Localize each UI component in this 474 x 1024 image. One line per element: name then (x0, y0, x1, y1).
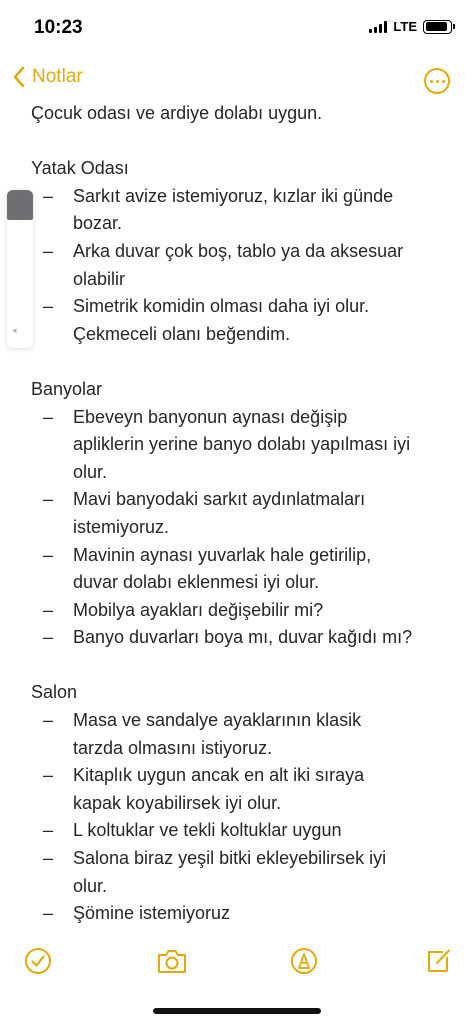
blank-line (31, 652, 451, 680)
blank-line (31, 348, 451, 376)
blank-line (31, 128, 451, 156)
bullet-line: – Sarkıt avize istemiyoruz, kızlar iki günde (73, 185, 394, 206)
bullet-item (31, 293, 451, 348)
more-icon-dot (436, 80, 439, 83)
nav-bar (0, 56, 474, 106)
bullet-line: bozar. (73, 213, 123, 234)
scroll-thumb[interactable] (7, 190, 33, 220)
bullet-line: – Mavi banyodaki sarkıt aydınlatmaları (73, 489, 366, 510)
bullet-line: tarzda olmasını istiyoruz. (73, 737, 273, 758)
bullet-line: istemiyoruz. (73, 516, 170, 537)
bullet-line: olur. (73, 461, 108, 482)
camera-icon[interactable] (156, 946, 188, 976)
bullet-item (31, 183, 451, 238)
network-type: LTE (393, 19, 417, 34)
bullet-item (31, 404, 451, 487)
bottom-toolbar (0, 940, 474, 984)
scroll-arrow-icon: ◂ (12, 325, 17, 335)
chevron-left-icon (12, 66, 26, 88)
battery-level (426, 22, 448, 31)
more-options-button[interactable] (424, 68, 450, 94)
compose-icon[interactable] (423, 946, 453, 976)
status-bar (0, 0, 474, 56)
checklist-icon[interactable] (23, 946, 53, 976)
note-intro: Çocuk odası ve ardiye dolabı uygun. (31, 103, 323, 123)
bullet-item (31, 707, 451, 762)
bullet-line: – Kitaplık uygun ancak en alt iki sıraya (73, 765, 365, 786)
bullet-item (31, 900, 451, 928)
bullet-item (31, 817, 451, 845)
more-icon-dot (442, 80, 445, 83)
bullet-line: – L koltuklar ve tekli koltuklar uygun (73, 820, 342, 841)
bullet-item (31, 762, 451, 817)
section-heading: Yatak Odası (31, 158, 129, 179)
bullet-item (31, 624, 451, 652)
section-heading: Salon (31, 682, 78, 703)
cellular-signal-icon (369, 21, 387, 33)
bullet-line: – Arka duvar çok boş, tablo ya da aksesuar (73, 240, 404, 261)
bullet-item (31, 486, 451, 541)
markup-pen-icon[interactable] (289, 946, 319, 976)
bullet-line: apliklerin yerine banyo dolabı yapılması iyi (73, 434, 411, 455)
bullet-line: olabilir (73, 268, 126, 289)
battery-icon (423, 20, 452, 34)
bullet-line: – Banyo duvarları boya mı, duvar kağıdı mı? (73, 627, 413, 648)
bullet-line: – Şömine istemiyoruz (73, 903, 231, 924)
bullet-line: kapak koyabilirsek iyi olur. (73, 792, 282, 813)
bullet-item (31, 238, 451, 293)
status-time: 10:23 (34, 17, 83, 38)
bullet-line: – Simetrik komidin olması daha iyi olur. (73, 296, 370, 317)
bullet-line: duvar dolabı eklenmesi iyi olur. (73, 572, 320, 593)
scroll-indicator[interactable] (7, 190, 33, 348)
more-icon-dot (430, 80, 433, 83)
back-label: Notlar (32, 66, 83, 87)
bullet-item (31, 845, 451, 900)
bullet-line: – Ebeveyn banyonun aynası değişip (73, 406, 348, 427)
back-button[interactable] (12, 66, 83, 88)
section-heading: Banyolar (31, 378, 103, 399)
bullet-line: – Salona biraz yeşil bitki ekleyebilirsek iyi (73, 848, 387, 869)
bullet-line: Çekmeceli olanı beğendim. (73, 323, 291, 344)
bullet-line: – Mobilya ayakları değişebilir mi? (73, 599, 324, 620)
bullet-item (31, 542, 451, 597)
note-body[interactable] (31, 100, 451, 928)
bullet-line: – Masa ve sandalye ayaklarının klasik (73, 710, 362, 731)
status-icons (369, 19, 452, 34)
bullet-line: olur. (73, 875, 108, 896)
home-indicator[interactable] (153, 1008, 321, 1014)
bullet-item (31, 597, 451, 625)
bullet-line: – Mavinin aynası yuvarlak hale getirilip, (73, 544, 372, 565)
